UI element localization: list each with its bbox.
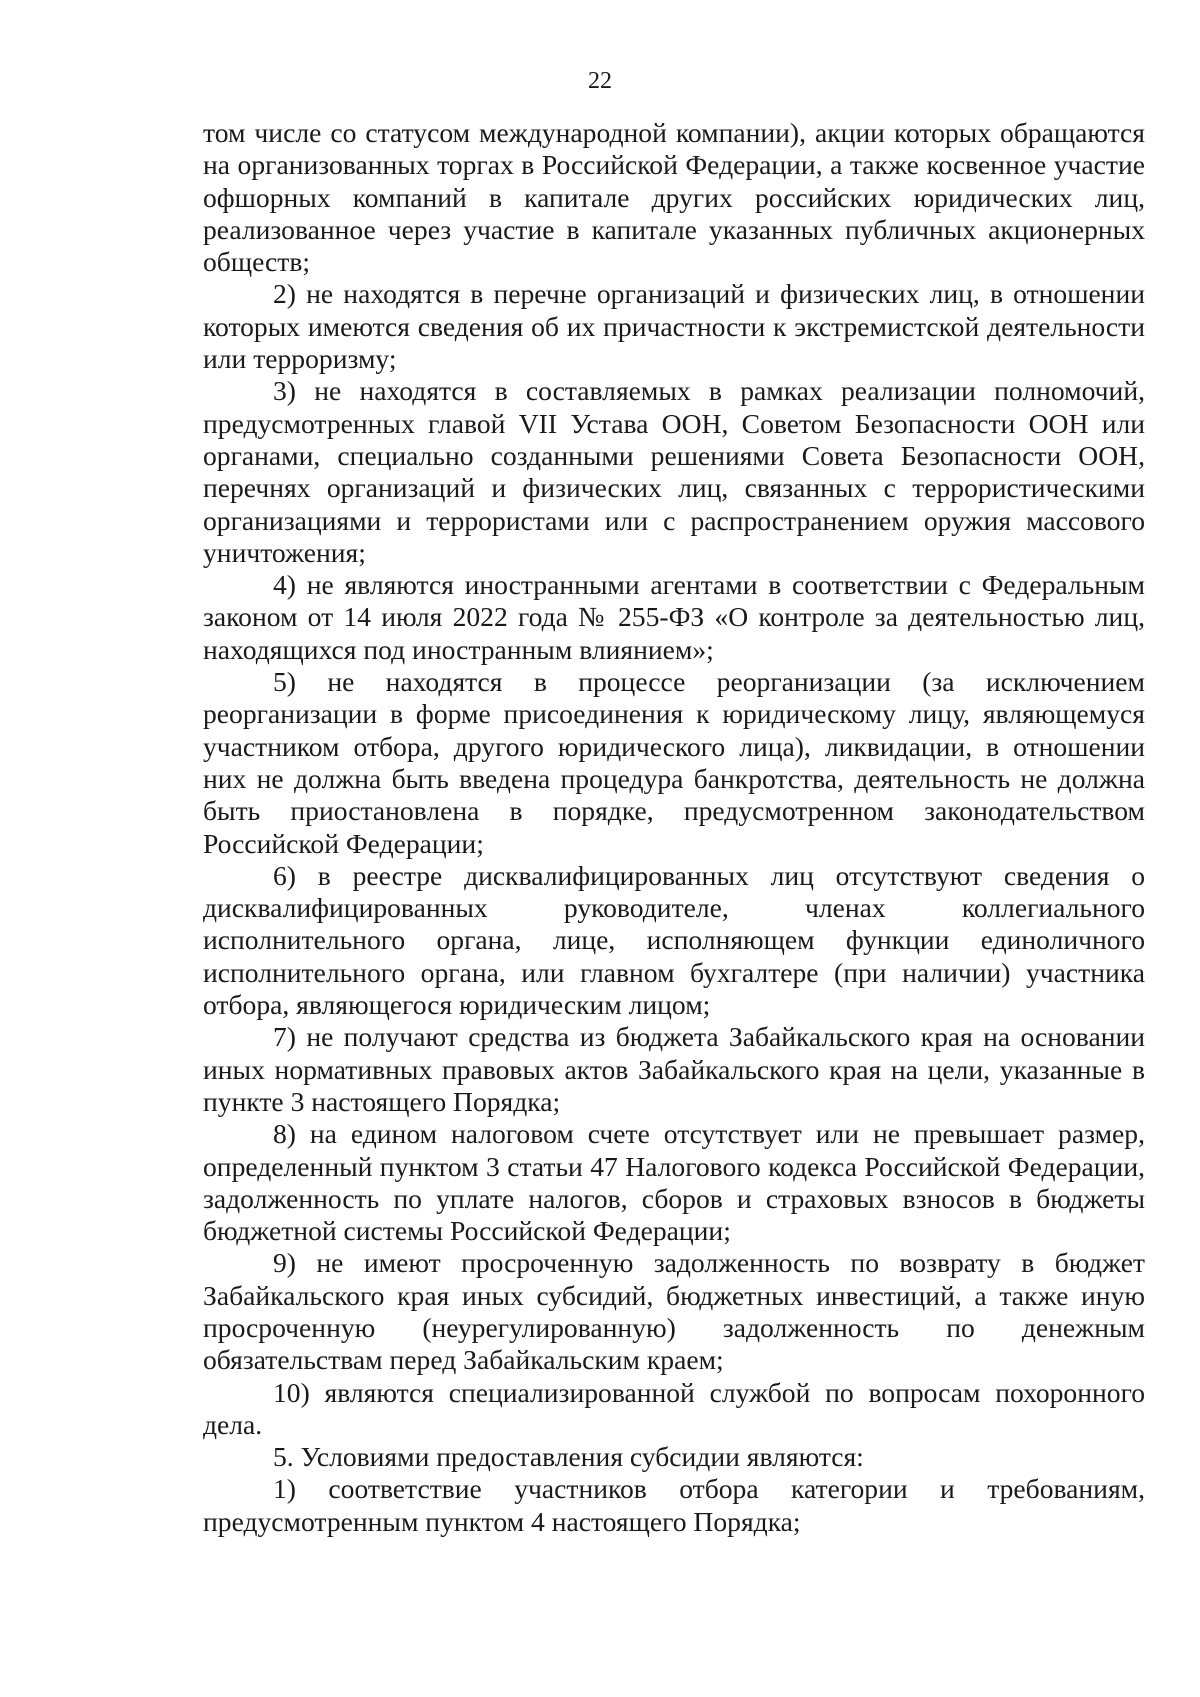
document-body bbox=[203, 117, 1145, 1538]
paragraph-item-4: 4) не являются иностранными агентами в соответствии с Федеральным законом от 14 июля 2022 года № 255-ФЗ «О контроле за деятельностью лиц, находящихся под иностранным влиянием»; bbox=[203, 569, 1145, 665]
paragraph-item-7: 7) не получают средства из бюджета Забайкальского края на основании иных нормативных правовых актов Забайкальского края на цели, указанные в пункте 3 настоящего Порядка; bbox=[203, 1021, 1145, 1117]
paragraph-item-3: 3) не находятся в составляемых в рамках реализации полномочий, предусмотренных главой VII Устава ООН, Советом Безопасности ООН или органами, специально созданными решениями Совета Безопасности ООН, перечнях организаций и физических лиц, связанных с террористическими организациями и террористами или с распространением оружия массового уничтожения; bbox=[203, 375, 1145, 568]
paragraph-continuation: том числе со статусом международной компании), акции которых обращаются на организованных торгах в Российской Федерации, а также косвенное участие офшорных компаний в капитале других российских юридических лиц, реализованное через участие в капитале указанных публичных акционерных обществ; bbox=[203, 117, 1145, 278]
paragraph-item-5: 5) не находятся в процессе реорганизации (за исключением реорганизации в форме присоединения к юридическому лицу, являющемуся участником отбора, другого юридического лица), ликвидации, в отношении них не должна быть введена процедура банкротства, деятельность не должна быть приостановлена в порядке, предусмотренном законодательством Российской Федерации; bbox=[203, 666, 1145, 859]
paragraph-item-9: 9) не имеют просроченную задолженность по возврату в бюджет Забайкальского края иных субсидий, бюджетных инвестиций, а также иную просроченную (неурегулированную) задолженность по денежным обязательствам перед Забайкальским краем; bbox=[203, 1247, 1145, 1376]
paragraph-item-10: 10) являются специализированной службой по вопросам похоронного дела. bbox=[203, 1376, 1145, 1440]
page-number: 22 bbox=[588, 68, 612, 94]
section-5-item-1: 1) соответствие участников отбора категории и требованиям, предусмотренным пунктом 4 настоящего Порядка; bbox=[203, 1473, 1145, 1537]
section-5-heading: 5. Условиями предоставления субсидии являются: bbox=[273, 1441, 864, 1473]
paragraph-item-8: 8) на едином налоговом счете отсутствует или не превышает размер, определенный пунктом 3 статьи 47 Налогового кодекса Российской Федерации, задолженность по уплате налогов, сборов и страховых взносов в бюджеты бюджетной системы Российской Федерации; bbox=[203, 1118, 1145, 1247]
paragraph-item-6: 6) в реестре дисквалифицированных лиц отсутствуют сведения о дисквалифицированных руководителе, членах коллегиального исполнительного органа, лице, исполняющем функции единоличного исполнительного органа, или главном бухгалтере (при наличии) участника отбора, являющегося юридическим лицом; bbox=[203, 859, 1145, 1021]
paragraph-item-2: 2) не находятся в перечне организаций и физических лиц, в отношении которых имеются сведения об их причастности к экстремистской деятельности или терроризму; bbox=[203, 278, 1145, 375]
